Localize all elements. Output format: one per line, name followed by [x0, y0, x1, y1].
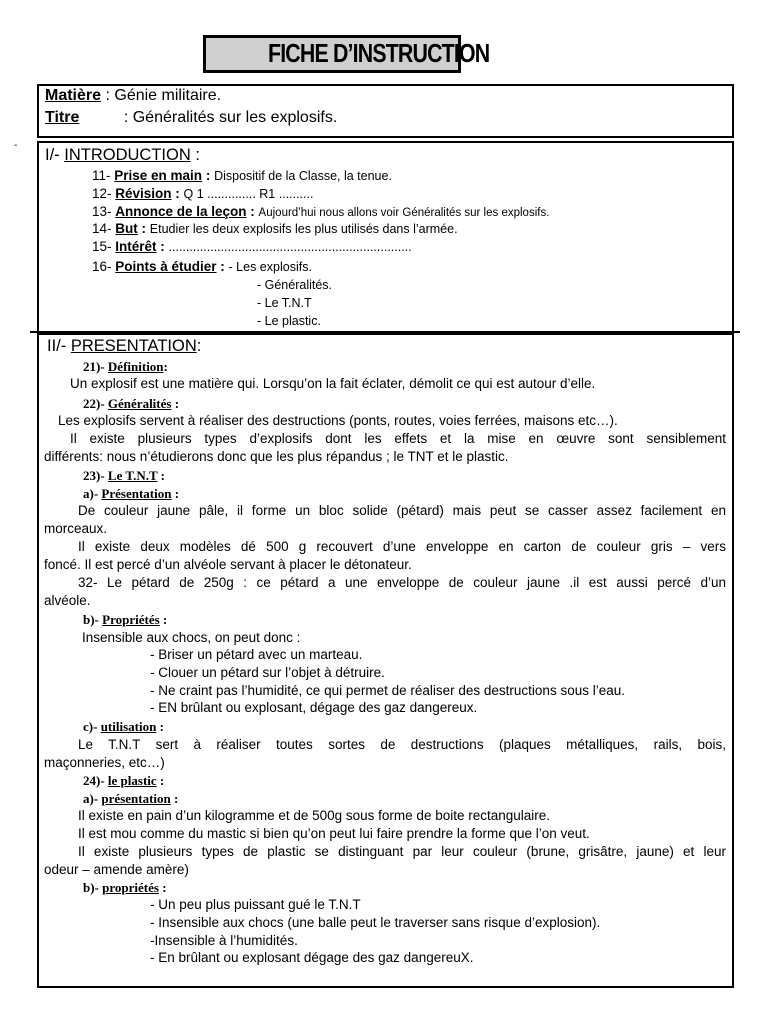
matiere-value: : Génie militaire. [101, 87, 222, 104]
heading-suffix: : [190, 146, 200, 164]
introduction-heading [45, 147, 200, 163]
paragraph: maçonneries, etc…) [44, 755, 165, 770]
paragraph: foncé. Il est percé d’un alvéole servant à placer le détonateur. [44, 557, 412, 572]
titre-value: : Généralités sur les explosifs. [119, 109, 338, 126]
subsection-suffix: : [163, 359, 168, 374]
subsection-number: b)- [83, 880, 103, 895]
subsection-title: utilisation [100, 719, 157, 734]
titre-label: Titre [45, 109, 80, 126]
page-title: FICHE D’INSTRUCTION [268, 38, 490, 68]
intro-item-11 [92, 168, 392, 184]
subsection-number: c)- [83, 719, 101, 734]
item-sep: : [246, 204, 259, 219]
paragraph: Il existe en pain d’un kilogramme et de 500g sous forme de boite rectangulaire. [78, 808, 551, 823]
subsection-22 [83, 396, 179, 412]
point-item: - Généralités. [257, 278, 333, 292]
paragraph: odeur – amende amère) [44, 862, 189, 877]
subsection-21 [83, 359, 168, 375]
subsection-suffix: : [158, 880, 167, 895]
subsection-24a [83, 791, 178, 807]
subsection-title: Le T.N.T [107, 468, 158, 483]
subsection-title: propriétés [102, 880, 159, 895]
subsection-24b [83, 880, 167, 896]
subsection-number: 24)- [83, 773, 108, 788]
list-item: - EN brûlant ou explosant, dégage des gaz dangereux. [150, 700, 478, 715]
item-number: 15- [92, 239, 116, 254]
item-text: - Les explosifs. [228, 260, 312, 274]
subsection-23a [83, 486, 179, 502]
subsection-number: 22)- [83, 396, 108, 411]
paragraph: Il existe plusieurs types de plastic se distinguant par leur couleur (brune, grisâtre, jaune) et leur [78, 844, 726, 859]
subsection-title: Présentation [101, 486, 172, 501]
subsection-23 [83, 468, 165, 484]
item-number: 13- [92, 204, 116, 219]
paragraph: morceaux. [44, 521, 108, 536]
heading-suffix: : [196, 337, 202, 355]
list-item: - Ne craint pas l’humidité, ce qui permet de réaliser des destructions sous l’eau. [150, 683, 625, 698]
item-text: Dispositif de la Classe, la tenue. [214, 169, 392, 183]
heading-text: INTRODUCTION [64, 146, 191, 164]
item-number: 12- [92, 186, 116, 201]
subsection-suffix: : [171, 396, 180, 411]
subsection-number: b)- [83, 612, 103, 627]
item-label: Révision [115, 186, 172, 201]
item-text: Q 1 .............. R1 .......... [183, 187, 314, 201]
paragraph: Le T.N.T sert à réaliser toutes sortes de destructions (plaques métalliques, rails, bois, [78, 737, 726, 752]
item-text: Aujourd’hui nous allons voir Généralités sur les explosifs. [258, 207, 550, 219]
item-label: Annonce de la leçon [115, 204, 247, 219]
paragraph: Les explosifs servent à réaliser des destructions (ponts, routes, voies ferrées, maisons etc…). [58, 413, 618, 428]
paragraph: Il existe deux modèles dé 500 g recouvert d’une enveloppe en carton de couleur gris – vers [78, 539, 726, 554]
list-item: - Briser un pétard avec un marteau. [150, 647, 363, 662]
item-sep: : [137, 221, 150, 236]
item-number: 16- [92, 259, 116, 274]
list-item: - Insensible aux chocs (une balle peut le traverser sans risque d’explosion). [150, 915, 601, 930]
subsection-suffix: : [156, 773, 165, 788]
presentation-heading [47, 338, 201, 354]
paragraph: Il existe plusieurs types d’explosifs dont les effets et la mise en œuvre sont sensiblement [70, 431, 726, 446]
subsection-number: 23)- [83, 468, 108, 483]
subsection-suffix: : [171, 486, 180, 501]
heading-text: PRESENTATION [70, 337, 197, 355]
paragraph: Insensible aux chocs, on peut donc : [82, 630, 301, 645]
item-sep: : [171, 186, 184, 201]
subsection-24 [83, 773, 164, 789]
subsection-suffix: : [170, 791, 179, 806]
item-number: 14- [92, 221, 116, 236]
subsection-23c [83, 719, 164, 735]
list-item: - Clouer un pétard sur l’objet à détruire. [150, 665, 385, 680]
subsection-suffix: : [156, 719, 164, 734]
heading-number: II/- [47, 337, 71, 355]
subsection-title: Généralités [107, 396, 172, 411]
item-sep: : [156, 239, 169, 254]
subsection-number: a)- [83, 486, 102, 501]
subsection-suffix: : [157, 468, 166, 483]
paragraph: Il est mou comme du mastic si bien qu’on peut lui faire prendre la forme que l’on veut. [78, 826, 590, 841]
subsection-number: 21)- [83, 359, 108, 374]
section-divider [30, 331, 740, 333]
item-label: Points à étudier [115, 259, 217, 274]
subsection-title: Propriétés [102, 612, 160, 627]
subsection-title: Définition [107, 359, 164, 374]
intro-item-15 [92, 239, 412, 255]
item-text: ...................................................................... [168, 240, 412, 254]
matiere-row [45, 88, 221, 104]
item-number: 11- [92, 168, 115, 183]
point-item: - Le plastic. [257, 314, 321, 328]
intro-item-16 [92, 259, 312, 275]
item-sep: : [202, 168, 215, 183]
intro-item-14 [92, 221, 458, 237]
titre-row [45, 110, 337, 126]
paragraph: Un explosif est une matière qui. Lorsqu’on la fait éclater, démolit ce qui est autour d’elle. [70, 376, 596, 391]
matiere-label: Matière [45, 87, 102, 104]
subsection-title: le plastic [107, 773, 157, 788]
point-item: - Le T.N.T [257, 296, 312, 310]
paragraph: alvéole. [44, 593, 91, 608]
margin-mark: - [14, 140, 18, 151]
subsection-suffix: : [159, 612, 168, 627]
item-label: Prise en main [114, 168, 203, 183]
item-text: Etudier les deux explosifs les plus utilisés dans l’armée. [149, 222, 458, 236]
paragraph: différents: nous n’étudierons donc que les plus répandus ; le TNT et le plastic. [44, 449, 509, 464]
list-item: -Insensible à l’humidités. [150, 933, 298, 948]
paragraph: 32- Le pétard de 250g : ce pétard a une enveloppe de couleur jaune .il est aussi percé d’un [78, 575, 726, 590]
subsection-23b [83, 612, 167, 628]
heading-number: I/- [45, 146, 65, 164]
intro-item-12 [92, 186, 313, 202]
paragraph: De couleur jaune pâle, il forme un bloc solide (pétard) mais peut se casser assez facilement en [78, 503, 726, 518]
item-sep: : [216, 259, 229, 274]
intro-item-13 [92, 204, 549, 221]
list-item: - En brûlant ou explosant dégage des gaz dangereuX. [150, 950, 474, 965]
list-item: - Un peu plus puissant gué le T.N.T [150, 897, 361, 912]
subsection-number: a)- [83, 791, 102, 806]
item-label: But [115, 221, 138, 236]
subsection-title: présentation [101, 791, 171, 806]
item-label: Intérêt [115, 239, 157, 254]
